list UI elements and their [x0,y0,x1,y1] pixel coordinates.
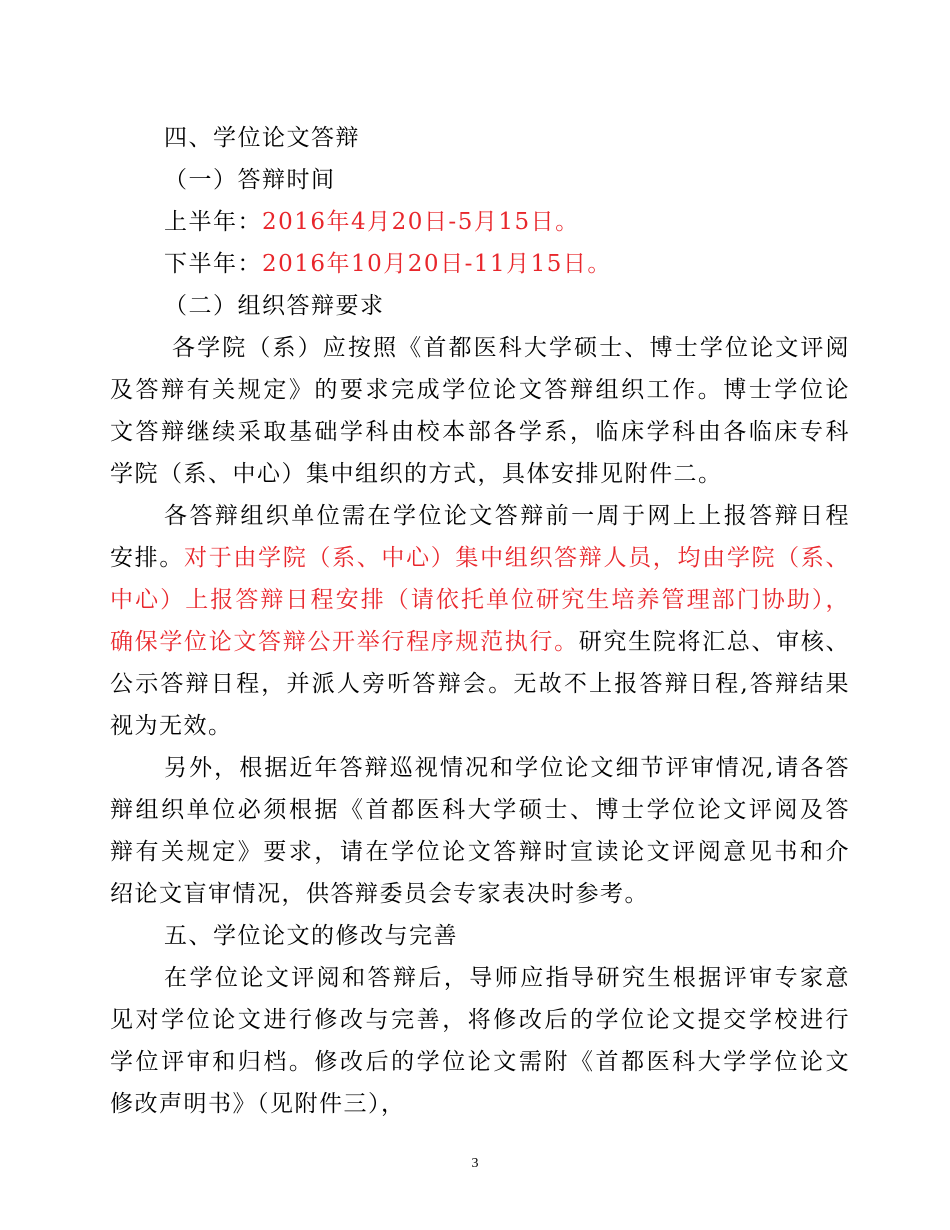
subheading-defense-requirements: （二）组织答辩要求 [164,293,385,319]
highlighted-text: 对于由学院（系、中心）集中组织答辩人员，均由学院（系、 [184,545,850,571]
section-heading-four: 四、学位论文答辩 [164,125,360,151]
paragraph-line: 文答辩继续采取基础学科由校本部各学系，临床学科由各临床专科 [110,419,850,445]
first-half-label: 上半年： [164,209,262,235]
paragraph-line: 修改声明书》（见附件三）， [110,1091,406,1117]
paragraph-line: 在学位论文评阅和答辩后，导师应指导研究生根据评审专家意 [164,965,850,991]
paragraph-text: 研究生院将汇总、审核、 [578,629,850,655]
second-half-line [110,243,850,285]
highlighted-text: 确保学位论文答辩公开举行程序规范执行。 [110,629,579,655]
subheading-defense-time: （一）答辩时间 [164,167,336,193]
paragraph-line: 及答辩有关规定》的要求完成学位论文答辩组织工作。博士学位论 [110,377,850,403]
highlighted-line: 中心）上报答辩日程安排（请依托单位研究生培养管理部门协助）， [110,587,850,613]
paragraph-line: 见对学位论文进行修改与完善，将修改后的学位论文提交学校进行 [110,1007,850,1033]
page-number: 3 [471,1156,479,1171]
paragraph-line: 绍论文盲审情况，供答辩委员会专家表决时参考。 [110,881,649,907]
second-half-dates: 2016年10月20日-11月15日。 [262,251,612,277]
paragraph-line: 公示答辩日程，并派人旁听答辩会。无故不上报答辩日程,答辩结果 [110,671,850,697]
section-heading-five: 五、学位论文的修改与完善 [164,923,458,949]
paragraph-line [110,537,850,579]
paragraph-line: 学院（系、中心）集中组织的方式，具体安排见附件二。 [110,461,723,487]
first-half-dates: 2016年4月20日-5月15日。 [262,209,580,235]
paragraph-line: 视为无效。 [110,713,233,739]
paragraph-line: 各学院（系）应按照《首都医科大学硕士、博士学位论文评阅 [172,335,850,361]
paragraph-line: 学位评审和归档。修改后的学位论文需附《首都医科大学学位论文 [110,1049,850,1075]
paragraph-line: 另外，根据近年答辩巡视情况和学位论文细节评审情况,请各答 [164,755,850,781]
paragraph-line: 辩有关规定》要求，请在学位论文答辩时宣读论文评阅意见书和介 [110,839,850,865]
first-half-line [110,201,850,243]
paragraph-line: 各答辩组织单位需在学位论文答辩前一周于网上上报答辩日程 [164,503,850,529]
paragraph-text: 安排。 [110,545,185,571]
paragraph-line: 辩组织单位必须根据《首都医科大学硕士、博士学位论文评阅及答 [110,797,850,823]
paragraph-line [110,621,850,663]
second-half-label: 下半年： [164,251,262,277]
body-text [110,117,850,1125]
